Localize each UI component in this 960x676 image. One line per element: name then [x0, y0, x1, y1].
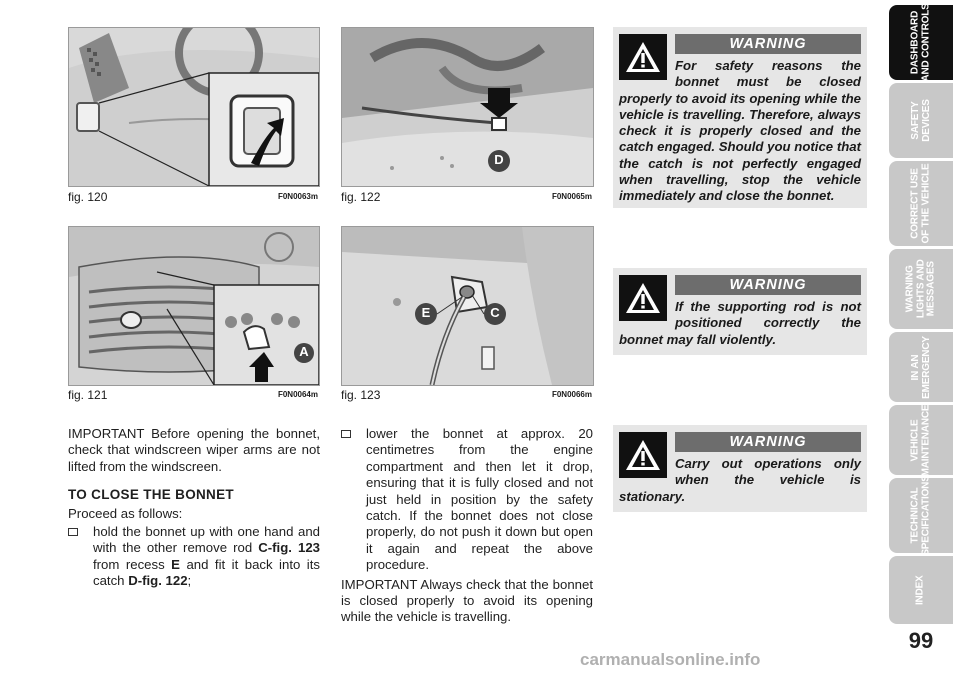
warning-header: WARNING	[675, 34, 861, 54]
page-number: 99	[908, 628, 934, 653]
warning-header: WARNING	[675, 275, 861, 295]
bullet-lower-bonnet: lower the bonnet at approx. 20 centimetres from the engine compartment and then let it drop, ensuring that it is fully closed and not just held in position by the safety catch. If the bonnet does not close properly, do not push it down but open it again and repeat the above procedure.	[341, 426, 593, 574]
warning-box-1	[613, 27, 867, 208]
tab-correct-use[interactable]: CORRECT USE OF THE VEHICLE	[889, 161, 953, 246]
ref-recess-e: E	[171, 556, 180, 572]
figure-123-image	[341, 226, 594, 386]
figure-121-code: F0N0064m	[277, 390, 318, 399]
ref-rod-c: C-fig. 123	[258, 540, 320, 556]
figure-120-caption: fig. 120	[68, 190, 108, 204]
figure-123-caption: fig. 123	[341, 388, 381, 402]
warning-triangle-icon	[619, 432, 667, 478]
warning-box-3	[613, 425, 867, 512]
tab-in-an-emergency[interactable]: IN AN EMERGENCY	[889, 332, 953, 402]
bullet-hold-bonnet: hold the bonnet up with one hand and with the other remove rod C-fig. 123 from recess E and fit it back into its catch D-fig. 122;	[68, 524, 320, 590]
tab-dashboard-and-controls[interactable]: DASHBOARD AND CONTROLS	[889, 5, 953, 80]
figure-122-code: F0N0065m	[551, 192, 592, 201]
figure-120-code: F0N0063m	[277, 192, 318, 201]
figure-121-image	[68, 226, 320, 386]
important-note-closed: IMPORTANT Always check that the bonnet is closed properly to avoid its opening while the vehicle is travelling.	[341, 576, 593, 625]
warning-box-2	[613, 268, 867, 355]
tab-technical-specifications[interactable]: TECHNICAL SPECIFICATIONS	[889, 478, 953, 553]
bullet-checkbox-icon	[341, 430, 351, 438]
label-d: D	[494, 152, 504, 167]
warning-text: Carry out operations only when the vehicle is stationary.	[619, 456, 861, 504]
label-e: E	[421, 305, 431, 320]
label-a: A	[299, 344, 309, 359]
tab-safety-devices[interactable]: SAFETY DEVICES	[889, 83, 953, 158]
warning-triangle-icon	[619, 34, 667, 80]
figure-121-caption: fig. 121	[68, 388, 108, 402]
warning-text: If the supporting rod is not positioned correctly the bonnet may fall violently.	[619, 299, 861, 347]
close-bonnet-heading: TO CLOSE THE BONNET	[68, 487, 234, 503]
ref-catch-d: D-fig. 122	[128, 573, 188, 589]
figure-120-image	[68, 27, 320, 187]
important-note-wipers: IMPORTANT Before opening the bonnet, check that windscreen wiper arms are not lifted from the windscreen.	[68, 426, 320, 474]
figure-122-caption: fig. 122	[341, 190, 381, 204]
middle-column-text	[341, 426, 593, 626]
warning-header: WARNING	[675, 432, 861, 452]
figure-122-image	[341, 27, 594, 187]
procedure-intro: Proceed as follows:	[68, 505, 183, 521]
label-c: C	[490, 305, 500, 320]
warning-triangle-icon	[619, 275, 667, 321]
watermark: carmanualsonline.info	[580, 650, 761, 669]
figure-123-code: F0N0066m	[551, 390, 592, 399]
tab-vehicle-maintenance[interactable]: VEHICLE MAINTENANCE	[889, 405, 953, 475]
tab-warning-lights[interactable]: WARNING LIGHTS AND MESSAGES	[889, 249, 953, 329]
tab-index[interactable]: INDEX	[889, 556, 953, 624]
warning-text: For safety reasons the bonnet must be closed properly to avoid its opening while the vehicle is travelling. Therefore, always check it is properly closed and the catch engaged. Should you notice that the catch is not perfectly engaged when travelling, stop the vehicle immediately and close the bonnet.	[619, 58, 861, 204]
left-column-text	[68, 426, 320, 590]
bullet-checkbox-icon	[68, 528, 78, 536]
